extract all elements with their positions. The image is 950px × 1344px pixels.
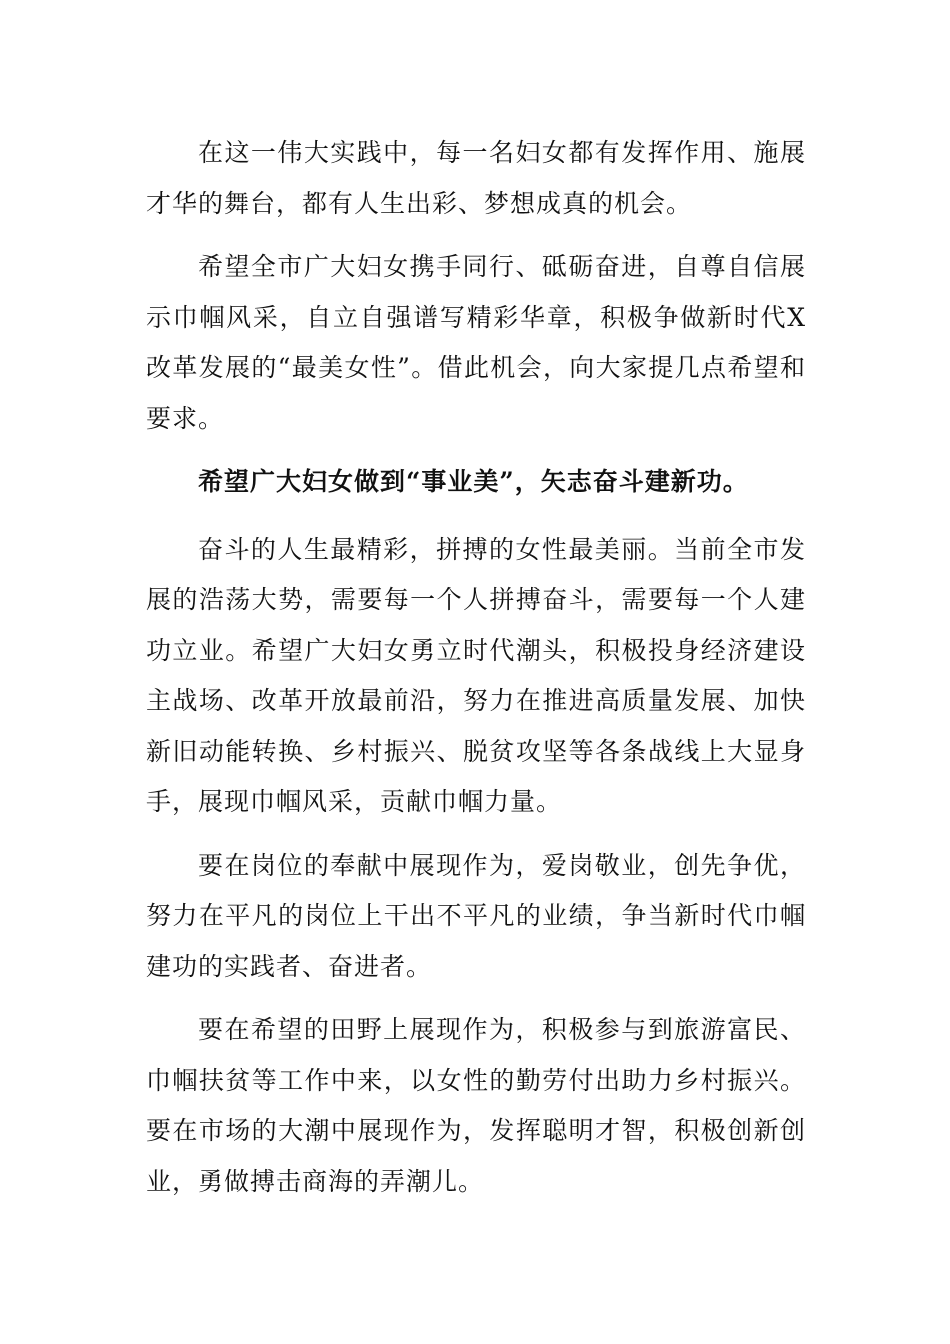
paragraph-4: 要在岗位的奉献中展现作为，爱岗敬业，创先争优，努力在平凡的岗位上干出不平凡的业绩，争当新时代巾帼建功的实践者、奋进者。 — [146, 850, 806, 981]
document-body — [146, 128, 806, 1220]
section-heading: 希望广大妇女做到“事业美”，矢志奋斗建新功。 — [198, 467, 749, 496]
paragraph-2: 希望全市广大妇女携手同行、砥砺奋进，自尊自信展示巾帼风采，自立自强谱写精彩华章，积极争做新时代X改革发展的“最美女性”。借此机会，向大家提几点希望和要求。 — [146, 252, 806, 433]
paragraph-3: 奋斗的人生最精彩，拼搏的女性最美丽。当前全市发展的浩荡大势，需要每一个人拼搏奋斗，需要每一个人建功立业。希望广大妇女勇立时代潮头，积极投身经济建设主战场、改革开放最前沿，努力在推进高质量发展、加快新旧动能转换、乡村振兴、脱贫攻坚等各条战线上大显身手，展现巾帼风采，贡献巾帼力量。 — [146, 534, 806, 816]
paragraph-5: 要在希望的田野上展现作为，积极参与到旅游富民、巾帼扶贫等工作中来，以女性的勤劳付出助力乡村振兴。要在市场的大潮中展现作为，发挥聪明才智，积极创新创业，勇做搏击商海的弄潮儿。 — [146, 1015, 806, 1196]
paragraph-1: 在这一伟大实践中，每一名妇女都有发挥作用、施展才华的舞台，都有人生出彩、梦想成真的机会。 — [146, 138, 806, 218]
